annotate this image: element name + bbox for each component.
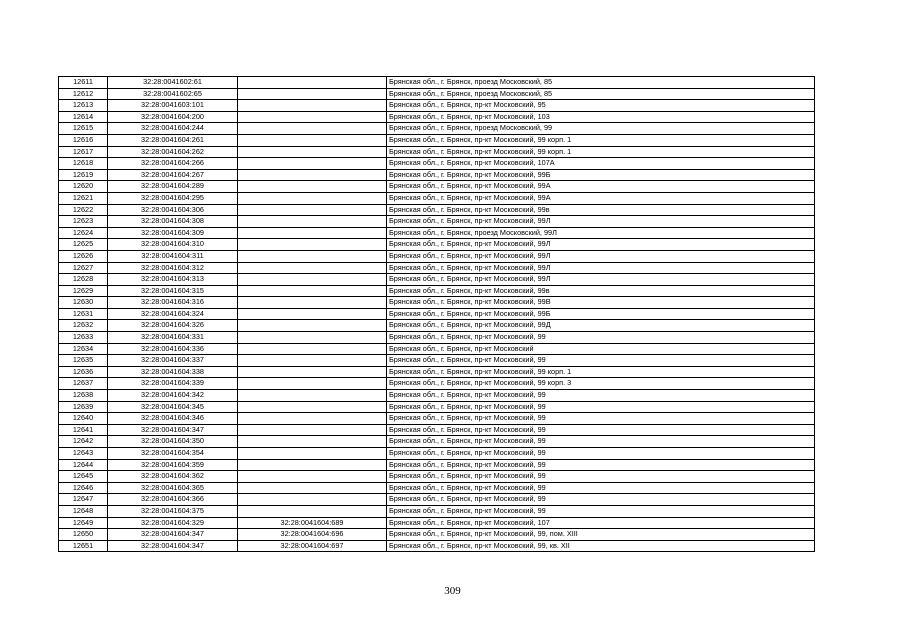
- sub-cadastral-number-cell: [238, 436, 387, 448]
- sub-cadastral-number-cell: [238, 111, 387, 123]
- cadastral-number-cell: 32:28:0041604:346: [108, 413, 238, 425]
- table-row: [59, 366, 815, 378]
- address-cell: Брянская обл., г. Брянск, пр-кт Московский, 99: [387, 459, 815, 471]
- cadastral-number-cell: 32:28:0041604:312: [108, 262, 238, 274]
- sub-cadastral-number-cell: [238, 332, 387, 344]
- sub-cadastral-number-cell: 32:28:0041604:697: [238, 540, 387, 552]
- address-cell: Брянская обл., г. Брянск, пр-кт Московский, 99в: [387, 204, 815, 216]
- table-row: [59, 274, 815, 286]
- address-cell: Брянская обл., г. Брянск, пр-кт Московский, 99: [387, 413, 815, 425]
- sub-cadastral-number-cell: [238, 355, 387, 367]
- cadastral-number-cell: 32:28:0041604:262: [108, 146, 238, 158]
- table-row: [59, 332, 815, 344]
- table-row: [59, 448, 815, 460]
- sub-cadastral-number-cell: [238, 88, 387, 100]
- sub-cadastral-number-cell: [238, 262, 387, 274]
- sub-cadastral-number-cell: [238, 320, 387, 332]
- table-row: [59, 88, 815, 100]
- address-cell: Брянская обл., г. Брянск, пр-кт Московский, 99Л: [387, 262, 815, 274]
- sub-cadastral-number-cell: [238, 401, 387, 413]
- row-number-cell: 12632: [59, 320, 108, 332]
- cadastral-number-cell: 32:28:0041604:308: [108, 216, 238, 228]
- table-row: [59, 123, 815, 135]
- cadastral-number-cell: 32:28:0041604:313: [108, 274, 238, 286]
- table-row: [59, 216, 815, 228]
- sub-cadastral-number-cell: [238, 169, 387, 181]
- sub-cadastral-number-cell: [238, 413, 387, 425]
- sub-cadastral-number-cell: [238, 378, 387, 390]
- row-number-cell: 12628: [59, 274, 108, 286]
- table-row: [59, 262, 815, 274]
- sub-cadastral-number-cell: [238, 297, 387, 309]
- sub-cadastral-number-cell: [238, 216, 387, 228]
- address-cell: Брянская обл., г. Брянск, пр-кт Московский, 99А: [387, 181, 815, 193]
- address-cell: Брянская обл., г. Брянск, пр-кт Московский, 99Л: [387, 239, 815, 251]
- cadastral-number-cell: 32:28:0041604:354: [108, 448, 238, 460]
- address-cell: Брянская обл., г. Брянск, пр-кт Московский, 99: [387, 355, 815, 367]
- row-number-cell: 12616: [59, 134, 108, 146]
- table-row: [59, 146, 815, 158]
- row-number-cell: 12651: [59, 540, 108, 552]
- sub-cadastral-number-cell: [238, 134, 387, 146]
- cadastral-number-cell: 32:28:0041604:244: [108, 123, 238, 135]
- address-cell: Брянская обл., г. Брянск, пр-кт Московский, 99: [387, 390, 815, 402]
- cadastral-number-cell: 32:28:0041604:375: [108, 505, 238, 517]
- row-number-cell: 12630: [59, 297, 108, 309]
- address-cell: Брянская обл., г. Брянск, пр-кт Московский, 99А: [387, 192, 815, 204]
- cadastral-number-cell: 32:28:0041604:311: [108, 250, 238, 262]
- table-row: [59, 459, 815, 471]
- row-number-cell: 12622: [59, 204, 108, 216]
- row-number-cell: 12639: [59, 401, 108, 413]
- row-number-cell: 12633: [59, 332, 108, 344]
- cadastral-number-cell: 32:28:0041604:309: [108, 227, 238, 239]
- row-number-cell: 12615: [59, 123, 108, 135]
- cadastral-number-cell: 32:28:0041604:315: [108, 285, 238, 297]
- cadastral-number-cell: 32:28:0041604:366: [108, 494, 238, 506]
- row-number-cell: 12629: [59, 285, 108, 297]
- address-cell: Брянская обл., г. Брянск, пр-кт Московский, 99 корп. 1: [387, 366, 815, 378]
- cadastral-number-cell: 32:28:0041604:347: [108, 424, 238, 436]
- table-row: [59, 494, 815, 506]
- table-row: [59, 285, 815, 297]
- table-row: [59, 297, 815, 309]
- address-cell: Брянская обл., г. Брянск, пр-кт Московский, 99 корп. 3: [387, 378, 815, 390]
- table-row: [59, 134, 815, 146]
- row-number-cell: 12611: [59, 77, 108, 89]
- sub-cadastral-number-cell: [238, 192, 387, 204]
- address-cell: Брянская обл., г. Брянск, пр-кт Московский, 103: [387, 111, 815, 123]
- table-row: [59, 320, 815, 332]
- row-number-cell: 12636: [59, 366, 108, 378]
- registry-table: [58, 76, 815, 552]
- row-number-cell: 12649: [59, 517, 108, 529]
- table-row: [59, 111, 815, 123]
- address-cell: Брянская обл., г. Брянск, пр-кт Московский, 99в: [387, 285, 815, 297]
- address-cell: Брянская обл., г. Брянск, проезд Московский, 99: [387, 123, 815, 135]
- table-row: [59, 436, 815, 448]
- cadastral-number-cell: 32:28:0041604:329: [108, 517, 238, 529]
- row-number-cell: 12620: [59, 181, 108, 193]
- cadastral-number-cell: 32:28:0041604:324: [108, 308, 238, 320]
- table-row: [59, 505, 815, 517]
- address-cell: Брянская обл., г. Брянск, пр-кт Московский, 99Б: [387, 169, 815, 181]
- cadastral-number-cell: 32:28:0041604:339: [108, 378, 238, 390]
- cadastral-number-cell: 32:28:0041602:61: [108, 77, 238, 89]
- table-row: [59, 192, 815, 204]
- sub-cadastral-number-cell: 32:28:0041604:696: [238, 529, 387, 541]
- row-number-cell: 12625: [59, 239, 108, 251]
- row-number-cell: 12644: [59, 459, 108, 471]
- address-cell: Брянская обл., г. Брянск, пр-кт Московский, 99: [387, 424, 815, 436]
- sub-cadastral-number-cell: [238, 285, 387, 297]
- table-row: [59, 100, 815, 112]
- address-cell: Брянская обл., г. Брянск, пр-кт Московский, 107: [387, 517, 815, 529]
- table-row: [59, 390, 815, 402]
- address-cell: Брянская обл., г. Брянск, пр-кт Московский, 99Б: [387, 308, 815, 320]
- address-cell: Брянская обл., г. Брянск, проезд Московский, 85: [387, 77, 815, 89]
- table-row: [59, 424, 815, 436]
- cadastral-number-cell: 32:28:0041602:65: [108, 88, 238, 100]
- row-number-cell: 12635: [59, 355, 108, 367]
- sub-cadastral-number-cell: [238, 505, 387, 517]
- row-number-cell: 12637: [59, 378, 108, 390]
- cadastral-number-cell: 32:28:0041604:342: [108, 390, 238, 402]
- row-number-cell: 12634: [59, 343, 108, 355]
- table-row: [59, 308, 815, 320]
- cadastral-number-cell: 32:28:0041604:316: [108, 297, 238, 309]
- sub-cadastral-number-cell: [238, 239, 387, 251]
- cadastral-number-cell: 32:28:0041604:266: [108, 158, 238, 170]
- cadastral-number-cell: 32:28:0041604:200: [108, 111, 238, 123]
- table-row: [59, 401, 815, 413]
- address-cell: Брянская обл., г. Брянск, пр-кт Московский, 99: [387, 332, 815, 344]
- table-row: [59, 471, 815, 483]
- address-cell: Брянская обл., г. Брянск, пр-кт Московский, 99Л: [387, 250, 815, 262]
- cadastral-number-cell: 32:28:0041604:338: [108, 366, 238, 378]
- row-number-cell: 12627: [59, 262, 108, 274]
- row-number-cell: 12638: [59, 390, 108, 402]
- sub-cadastral-number-cell: [238, 308, 387, 320]
- row-number-cell: 12642: [59, 436, 108, 448]
- sub-cadastral-number-cell: [238, 471, 387, 483]
- table-row: [59, 250, 815, 262]
- address-cell: Брянская обл., г. Брянск, пр-кт Московский, 99, кв. XII: [387, 540, 815, 552]
- sub-cadastral-number-cell: [238, 181, 387, 193]
- cadastral-number-cell: 32:28:0041604:289: [108, 181, 238, 193]
- table-row: [59, 77, 815, 89]
- sub-cadastral-number-cell: [238, 274, 387, 286]
- cadastral-number-cell: 32:28:0041604:347: [108, 529, 238, 541]
- row-number-cell: 12621: [59, 192, 108, 204]
- sub-cadastral-number-cell: [238, 204, 387, 216]
- row-number-cell: 12648: [59, 505, 108, 517]
- address-cell: Брянская обл., г. Брянск, пр-кт Московский, 99: [387, 401, 815, 413]
- sub-cadastral-number-cell: [238, 448, 387, 460]
- cadastral-number-cell: 32:28:0041604:336: [108, 343, 238, 355]
- row-number-cell: 12640: [59, 413, 108, 425]
- address-cell: Брянская обл., г. Брянск, пр-кт Московский, 99 корп. 1: [387, 146, 815, 158]
- table-row: [59, 343, 815, 355]
- address-cell: Брянская обл., г. Брянск, пр-кт Московский, 99Д: [387, 320, 815, 332]
- row-number-cell: 12626: [59, 250, 108, 262]
- row-number-cell: 12623: [59, 216, 108, 228]
- table-row: [59, 355, 815, 367]
- row-number-cell: 12647: [59, 494, 108, 506]
- table-row: [59, 413, 815, 425]
- cadastral-number-cell: 32:28:0041604:359: [108, 459, 238, 471]
- cadastral-number-cell: 32:28:0041604:365: [108, 482, 238, 494]
- sub-cadastral-number-cell: [238, 366, 387, 378]
- table-row: [59, 482, 815, 494]
- address-cell: Брянская обл., г. Брянск, пр-кт Московский, 99: [387, 436, 815, 448]
- cadastral-number-cell: 32:28:0041604:310: [108, 239, 238, 251]
- address-cell: Брянская обл., г. Брянск, пр-кт Московский: [387, 343, 815, 355]
- row-number-cell: 12643: [59, 448, 108, 460]
- sub-cadastral-number-cell: [238, 390, 387, 402]
- cadastral-number-cell: 32:28:0041604:267: [108, 169, 238, 181]
- sub-cadastral-number-cell: [238, 482, 387, 494]
- address-cell: Брянская обл., г. Брянск, пр-кт Московский, 99: [387, 471, 815, 483]
- row-number-cell: 12613: [59, 100, 108, 112]
- cadastral-number-cell: 32:28:0041604:326: [108, 320, 238, 332]
- cadastral-number-cell: 32:28:0041604:331: [108, 332, 238, 344]
- row-number-cell: 12614: [59, 111, 108, 123]
- cadastral-number-cell: 32:28:0041604:347: [108, 540, 238, 552]
- cadastral-number-cell: 32:28:0041604:337: [108, 355, 238, 367]
- row-number-cell: 12624: [59, 227, 108, 239]
- row-number-cell: 12650: [59, 529, 108, 541]
- address-cell: Брянская обл., г. Брянск, пр-кт Московский, 99Л: [387, 216, 815, 228]
- sub-cadastral-number-cell: [238, 100, 387, 112]
- table-row: [59, 517, 815, 529]
- table-row: [59, 169, 815, 181]
- cadastral-number-cell: 32:28:0041604:362: [108, 471, 238, 483]
- address-cell: Брянская обл., г. Брянск, проезд Московский, 99Л: [387, 227, 815, 239]
- address-cell: Брянская обл., г. Брянск, пр-кт Московский, 99В: [387, 297, 815, 309]
- cadastral-number-cell: 32:28:0041604:345: [108, 401, 238, 413]
- row-number-cell: 12612: [59, 88, 108, 100]
- cadastral-number-cell: 32:28:0041604:261: [108, 134, 238, 146]
- address-cell: Брянская обл., г. Брянск, пр-кт Московский, 99: [387, 482, 815, 494]
- address-cell: Брянская обл., г. Брянск, проезд Московский, 85: [387, 88, 815, 100]
- table-row: [59, 181, 815, 193]
- table-row: [59, 239, 815, 251]
- cadastral-number-cell: 32:28:0041604:306: [108, 204, 238, 216]
- row-number-cell: 12617: [59, 146, 108, 158]
- address-cell: Брянская обл., г. Брянск, пр-кт Московский, 99: [387, 448, 815, 460]
- table-row: [59, 540, 815, 552]
- cadastral-number-cell: 32:28:0041604:350: [108, 436, 238, 448]
- cadastral-number-cell: 32:28:0041603:101: [108, 100, 238, 112]
- registry-table-body: [59, 77, 815, 552]
- sub-cadastral-number-cell: [238, 494, 387, 506]
- row-number-cell: 12618: [59, 158, 108, 170]
- table-row: [59, 227, 815, 239]
- sub-cadastral-number-cell: [238, 250, 387, 262]
- table-row: [59, 204, 815, 216]
- sub-cadastral-number-cell: 32:28:0041604:689: [238, 517, 387, 529]
- sub-cadastral-number-cell: [238, 123, 387, 135]
- address-cell: Брянская обл., г. Брянск, пр-кт Московский, 99: [387, 494, 815, 506]
- cadastral-number-cell: 32:28:0041604:295: [108, 192, 238, 204]
- table-row: [59, 158, 815, 170]
- sub-cadastral-number-cell: [238, 77, 387, 89]
- address-cell: Брянская обл., г. Брянск, пр-кт Московский, 99, пом. XIII: [387, 529, 815, 541]
- sub-cadastral-number-cell: [238, 424, 387, 436]
- address-cell: Брянская обл., г. Брянск, пр-кт Московский, 95: [387, 100, 815, 112]
- row-number-cell: 12645: [59, 471, 108, 483]
- sub-cadastral-number-cell: [238, 343, 387, 355]
- address-cell: Брянская обл., г. Брянск, пр-кт Московский, 107А: [387, 158, 815, 170]
- sub-cadastral-number-cell: [238, 227, 387, 239]
- sub-cadastral-number-cell: [238, 146, 387, 158]
- address-cell: Брянская обл., г. Брянск, пр-кт Московский, 99: [387, 505, 815, 517]
- table-row: [59, 529, 815, 541]
- row-number-cell: 12641: [59, 424, 108, 436]
- address-cell: Брянская обл., г. Брянск, пр-кт Московский, 99 корп. 1: [387, 134, 815, 146]
- page-number: 309: [444, 585, 461, 597]
- row-number-cell: 12646: [59, 482, 108, 494]
- address-cell: Брянская обл., г. Брянск, пр-кт Московский, 99Л: [387, 274, 815, 286]
- row-number-cell: 12619: [59, 169, 108, 181]
- sub-cadastral-number-cell: [238, 158, 387, 170]
- row-number-cell: 12631: [59, 308, 108, 320]
- table-row: [59, 378, 815, 390]
- sub-cadastral-number-cell: [238, 459, 387, 471]
